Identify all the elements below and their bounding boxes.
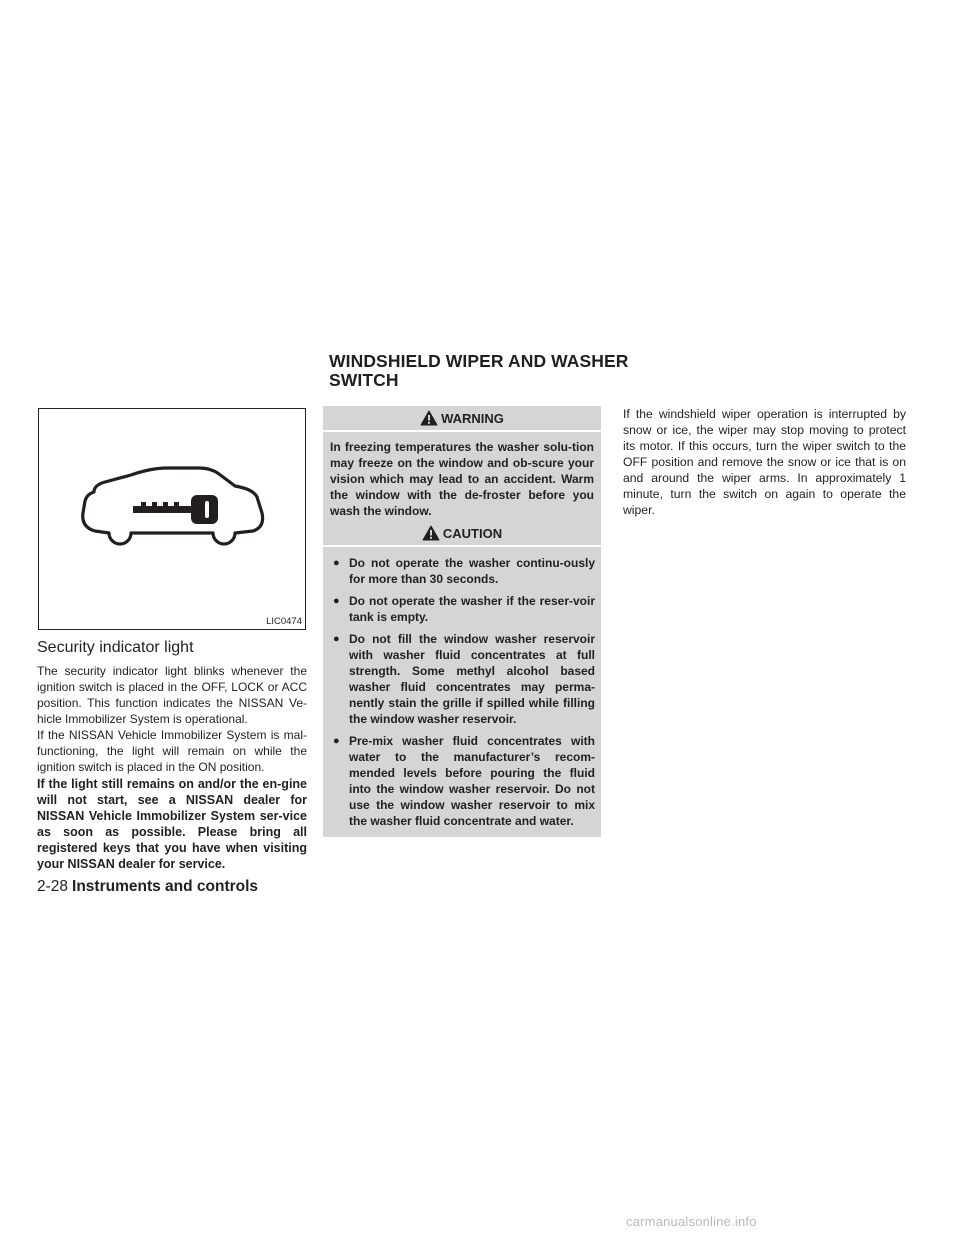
caution-list <box>323 547 601 837</box>
security-indicator-title: Security indicator light <box>37 639 194 656</box>
caution-item <box>329 593 595 625</box>
section-heading <box>329 352 729 390</box>
caution-triangle-icon <box>422 525 440 541</box>
warning-text: In freezing temperatures the washer solu-tion may freeze on the window and ob-scure your vision which may lead to an accident. Warm the window with the de-froster before you wash the window. <box>330 440 594 518</box>
warning-box <box>323 406 601 528</box>
security-paragraph-1: The security indicator light blinks whenever the ignition switch is placed in the OFF, LOCK or ACC position. This function indicates the NISSAN Ve-hicle Immobilizer System is operational. <box>37 664 307 726</box>
caution-item-text: Pre-mix washer fluid concentrates with water to the manufacturer’s recom-mended levels before pouring the fluid into the window washer reservoir. Do not use the window washer reservoir to mix the washer fluid concentrate and water. <box>349 734 595 828</box>
warning-label: WARNING <box>441 410 504 426</box>
security-paragraph-2: If the NISSAN Vehicle Immobilizer System is mal-functioning, the light will remain on while the ignition switch is placed in the ON position. <box>37 728 307 774</box>
caution-item-text: Do not operate the washer if the reser-voir tank is empty. <box>349 594 595 624</box>
bullet-icon: ● <box>333 633 340 645</box>
car-with-key-icon <box>39 409 305 629</box>
caution-item <box>329 733 595 829</box>
section-heading-line2: SWITCH <box>329 370 399 390</box>
page-footer <box>37 878 258 896</box>
watermark: carmanualsonline.info <box>626 1214 757 1229</box>
bullet-icon: ● <box>333 557 340 569</box>
figure-code: LIC0474 <box>266 616 302 627</box>
wiper-interruption-text: If the windshield wiper operation is interrupted by snow or ice, the wiper may stop moving to protect its motor. If this occurs, turn the wiper switch to the OFF position and remove the snow or ice that is on and around the wiper arms. In approximately 1 minute, turn the switch on again to operate the wiper. <box>623 407 906 517</box>
security-light-figure <box>38 408 306 630</box>
chapter-title: Instruments and controls <box>72 878 259 895</box>
bullet-icon: ● <box>333 735 340 747</box>
caution-label: CAUTION <box>442 525 503 541</box>
caution-item <box>329 555 595 587</box>
caution-item <box>329 631 595 727</box>
warning-triangle-icon <box>420 410 438 426</box>
caution-item-text: Do not operate the washer continu-ously for more than 30 seconds. <box>349 556 595 586</box>
caution-header <box>323 521 601 547</box>
security-bold-paragraph: If the light still remains on and/or the en-gine will not start, see a NISSAN dealer for NISSAN Vehicle Immobilizer System ser-vice as soon as possible. Please bring all registered keys that you have when visiting your NISSAN dealer for service. <box>37 777 307 871</box>
warning-header <box>323 406 601 432</box>
caution-box <box>323 521 601 837</box>
section-heading-line1: WINDSHIELD WIPER AND WASHER <box>329 351 629 371</box>
page-number: 2-28 <box>37 878 69 895</box>
caution-item-text: Do not fill the window washer reservoir with washer fluid concentrates at full strength. Some methyl alcohol based washer fluid concentrates may perma-nently stain the grille if spilled while filling the window washer reservoir. <box>349 632 595 726</box>
bullet-icon: ● <box>333 595 340 607</box>
